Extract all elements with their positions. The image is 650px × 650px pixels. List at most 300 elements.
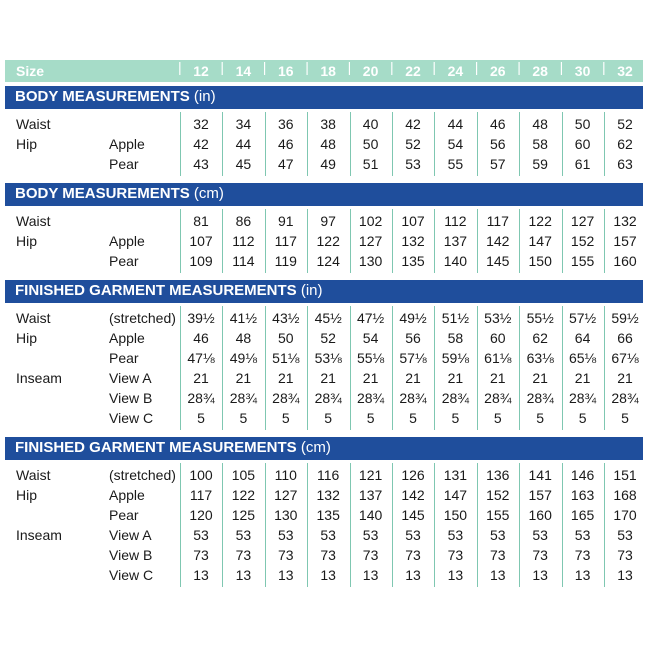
column-divider bbox=[434, 209, 435, 273]
cell-value: 57 bbox=[490, 156, 506, 172]
table-row bbox=[5, 134, 643, 154]
size-divider: | bbox=[517, 59, 521, 75]
cell-value: 97 bbox=[320, 213, 336, 229]
cell-value: 52 bbox=[405, 136, 421, 152]
cell-value: 5 bbox=[239, 410, 248, 426]
section-body bbox=[5, 460, 643, 590]
cell-value: 73 bbox=[320, 547, 336, 563]
size-divider: | bbox=[432, 59, 437, 75]
cell-value: 21 bbox=[278, 370, 294, 386]
column-divider bbox=[350, 306, 351, 430]
cell-value: 53 bbox=[447, 527, 464, 543]
cell-value: 28¾ bbox=[568, 390, 597, 406]
cell-value: 53½ bbox=[484, 310, 512, 326]
size-chart bbox=[5, 60, 643, 590]
cell-value: 53⅛ bbox=[314, 350, 342, 366]
cell-value: 126 bbox=[401, 467, 425, 483]
cell-value: 142 bbox=[401, 487, 425, 503]
cell-value: 5 bbox=[281, 410, 290, 426]
cell-value: 73 bbox=[193, 547, 209, 563]
size-value: 14 bbox=[235, 63, 252, 79]
section-title-text: BODY MEASUREMENTS bbox=[15, 185, 190, 202]
cell-value: 21 bbox=[405, 370, 421, 386]
cell-value: 112 bbox=[444, 213, 467, 229]
cell-value: 145 bbox=[401, 507, 425, 523]
cell-value: 157 bbox=[613, 233, 637, 249]
row-sublabel: Pear bbox=[109, 507, 139, 523]
section-header bbox=[5, 437, 643, 460]
row-sublabel: View B bbox=[109, 390, 153, 406]
cell-value: 64 bbox=[574, 330, 591, 346]
cell-value: 13 bbox=[532, 567, 548, 583]
size-divider: | bbox=[602, 59, 606, 75]
row-sublabel: View A bbox=[109, 527, 152, 543]
cell-value: 50 bbox=[278, 330, 294, 346]
cell-value: 73 bbox=[405, 547, 421, 563]
cell-value: 21 bbox=[362, 370, 379, 386]
table-row bbox=[5, 154, 643, 174]
table-row bbox=[5, 485, 643, 505]
size-value: 30 bbox=[574, 63, 591, 79]
row-sublabel: View C bbox=[109, 410, 154, 426]
column-divider bbox=[180, 112, 181, 176]
size-divider: | bbox=[559, 59, 564, 75]
cell-value: 137 bbox=[443, 233, 468, 249]
cell-value: 51 bbox=[362, 156, 379, 172]
cell-value: 28¾ bbox=[484, 390, 512, 406]
cell-value: 102 bbox=[358, 213, 383, 229]
table-row bbox=[5, 328, 643, 348]
section-body bbox=[5, 303, 643, 433]
column-divider bbox=[350, 112, 351, 176]
column-divider bbox=[477, 306, 478, 430]
cell-value: 127 bbox=[274, 487, 298, 503]
size-value: 24 bbox=[447, 63, 464, 79]
cell-value: 59⅛ bbox=[441, 350, 470, 366]
cell-value: 51½ bbox=[441, 310, 470, 326]
cell-value: 5 bbox=[493, 410, 502, 426]
column-divider bbox=[265, 306, 266, 430]
cell-value: 42 bbox=[405, 116, 421, 132]
cell-value: 81 bbox=[193, 213, 209, 229]
cell-value: 130 bbox=[274, 507, 298, 523]
section-title bbox=[15, 282, 323, 299]
cell-value: 170 bbox=[613, 507, 637, 523]
column-divider bbox=[265, 112, 266, 176]
column-divider bbox=[350, 209, 351, 273]
cell-value: 5 bbox=[578, 410, 587, 426]
cell-value: 28¾ bbox=[356, 390, 385, 406]
row-label: Hip bbox=[16, 233, 38, 249]
cell-value: 48 bbox=[235, 330, 252, 346]
cell-value: 110 bbox=[274, 467, 297, 483]
cell-value: 45 bbox=[235, 156, 252, 172]
cell-value: 13 bbox=[490, 567, 506, 583]
cell-value: 150 bbox=[443, 507, 468, 523]
row-label: Waist bbox=[16, 116, 51, 132]
cell-value: 56 bbox=[490, 136, 506, 152]
cell-value: 5 bbox=[409, 410, 417, 426]
cell-value: 13 bbox=[574, 567, 591, 583]
cell-value: 155 bbox=[486, 507, 510, 523]
cell-value: 34 bbox=[235, 116, 252, 132]
column-divider bbox=[180, 463, 181, 587]
size-header-row bbox=[5, 60, 643, 82]
size-value: 26 bbox=[490, 63, 506, 79]
sections-container bbox=[5, 86, 643, 590]
cell-value: 53 bbox=[532, 527, 548, 543]
cell-value: 86 bbox=[235, 213, 252, 229]
cell-value: 100 bbox=[189, 467, 213, 483]
cell-value: 5 bbox=[451, 410, 460, 426]
cell-value: 152 bbox=[570, 233, 595, 249]
cell-value: 66 bbox=[617, 330, 633, 346]
size-divider: | bbox=[220, 59, 225, 75]
column-divider bbox=[434, 306, 435, 430]
cell-value: 122 bbox=[231, 487, 256, 503]
column-divider bbox=[519, 112, 520, 176]
cell-value: 62 bbox=[617, 136, 633, 152]
cell-value: 107 bbox=[401, 213, 425, 229]
cell-value: 59½ bbox=[611, 310, 639, 326]
size-label: Size bbox=[16, 63, 45, 79]
cell-value: 132 bbox=[613, 213, 637, 229]
column-divider bbox=[562, 112, 563, 176]
size-value: 22 bbox=[405, 63, 421, 79]
cell-value: 132 bbox=[401, 233, 425, 249]
cell-value: 5 bbox=[324, 410, 333, 426]
cell-value: 160 bbox=[613, 253, 637, 269]
cell-value: 122 bbox=[528, 213, 552, 229]
table-row bbox=[5, 565, 643, 585]
table-row bbox=[5, 545, 643, 565]
section-title bbox=[15, 439, 331, 456]
cell-value: 53 bbox=[278, 527, 294, 543]
cell-value: 13 bbox=[278, 567, 294, 583]
cell-value: 152 bbox=[486, 487, 510, 503]
table-row bbox=[5, 525, 643, 545]
cell-value: 53 bbox=[405, 527, 421, 543]
cell-value: 116 bbox=[317, 467, 340, 483]
cell-value: 114 bbox=[232, 253, 255, 269]
cell-value: 28¾ bbox=[399, 390, 427, 406]
cell-value: 53 bbox=[405, 156, 421, 172]
section-header bbox=[5, 183, 643, 206]
column-divider bbox=[604, 306, 605, 430]
cell-value: 132 bbox=[316, 487, 340, 503]
column-divider bbox=[562, 209, 563, 273]
cell-value: 53 bbox=[193, 527, 209, 543]
section-body bbox=[5, 109, 643, 179]
size-value: 32 bbox=[617, 63, 633, 79]
row-label: Waist bbox=[16, 467, 51, 483]
cell-value: 5 bbox=[621, 410, 629, 426]
cell-value: 13 bbox=[405, 567, 421, 583]
cell-value: 122 bbox=[316, 233, 340, 249]
column-divider bbox=[562, 306, 563, 430]
column-divider bbox=[265, 463, 266, 587]
cell-value: 49 bbox=[320, 156, 336, 172]
cell-value: 28¾ bbox=[611, 390, 639, 406]
table-row bbox=[5, 465, 643, 485]
column-divider bbox=[392, 306, 393, 430]
cell-value: 42 bbox=[193, 136, 209, 152]
cell-value: 73 bbox=[362, 547, 379, 563]
row-label: Hip bbox=[16, 136, 38, 152]
cell-value: 40 bbox=[362, 116, 379, 132]
section-title-text: BODY MEASUREMENTS bbox=[15, 88, 190, 105]
column-divider bbox=[519, 463, 520, 587]
table-row bbox=[5, 231, 643, 251]
cell-value: 32 bbox=[193, 116, 209, 132]
cell-value: 65⅛ bbox=[568, 350, 597, 366]
cell-value: 44 bbox=[447, 116, 464, 132]
cell-value: 46 bbox=[278, 136, 294, 152]
row-label: Hip bbox=[16, 330, 38, 346]
cell-value: 127 bbox=[570, 213, 595, 229]
cell-value: 157 bbox=[528, 487, 552, 503]
cell-value: 121 bbox=[358, 467, 383, 483]
cell-value: 147 bbox=[443, 487, 468, 503]
cell-value: 60 bbox=[574, 136, 591, 152]
column-divider bbox=[180, 306, 181, 430]
cell-value: 160 bbox=[528, 507, 552, 523]
cell-value: 5 bbox=[366, 410, 375, 426]
cell-value: 165 bbox=[570, 507, 595, 523]
size-divider: | bbox=[305, 59, 309, 75]
cell-value: 43½ bbox=[272, 310, 300, 326]
cell-value: 13 bbox=[235, 567, 252, 583]
column-divider bbox=[477, 209, 478, 273]
cell-value: 145 bbox=[486, 253, 510, 269]
row-label: Waist bbox=[16, 310, 51, 326]
cell-value: 131 bbox=[443, 467, 468, 483]
table-row bbox=[5, 505, 643, 525]
cell-value: 45½ bbox=[314, 310, 342, 326]
cell-value: 140 bbox=[443, 253, 468, 269]
cell-value: 147 bbox=[528, 233, 552, 249]
table-row bbox=[5, 408, 643, 428]
cell-value: 146 bbox=[570, 467, 595, 483]
size-value: 18 bbox=[320, 63, 336, 79]
row-sublabel: Pear bbox=[109, 350, 139, 366]
cell-value: 28¾ bbox=[441, 390, 470, 406]
cell-value: 49⅛ bbox=[229, 350, 258, 366]
cell-value: 151 bbox=[613, 467, 637, 483]
cell-value: 135 bbox=[316, 507, 340, 523]
column-divider bbox=[519, 306, 520, 430]
row-sublabel: Pear bbox=[109, 253, 139, 269]
cell-value: 50 bbox=[362, 136, 379, 152]
cell-value: 117 bbox=[274, 233, 297, 249]
cell-value: 155 bbox=[570, 253, 595, 269]
cell-value: 28¾ bbox=[314, 390, 342, 406]
cell-value: 48 bbox=[532, 116, 548, 132]
cell-value: 53 bbox=[320, 527, 336, 543]
row-label: Inseam bbox=[16, 527, 62, 543]
cell-value: 5 bbox=[197, 410, 205, 426]
column-divider bbox=[307, 209, 308, 273]
column-divider bbox=[434, 463, 435, 587]
section-title-text: FINISHED GARMENT MEASUREMENTS bbox=[15, 439, 297, 456]
section-body bbox=[5, 206, 643, 276]
row-label: Inseam bbox=[16, 370, 62, 386]
cell-value: 53 bbox=[362, 527, 379, 543]
column-divider bbox=[222, 112, 223, 176]
column-divider bbox=[562, 463, 563, 587]
row-label: Hip bbox=[16, 487, 38, 503]
table-row bbox=[5, 308, 643, 328]
section-header bbox=[5, 280, 643, 303]
cell-value: 21 bbox=[532, 370, 548, 386]
cell-value: 44 bbox=[235, 136, 252, 152]
size-divider: | bbox=[178, 59, 182, 75]
cell-value: 46 bbox=[193, 330, 209, 346]
cell-value: 21 bbox=[574, 370, 591, 386]
row-label: Waist bbox=[16, 213, 51, 229]
cell-value: 73 bbox=[235, 547, 252, 563]
cell-value: 67⅛ bbox=[611, 350, 639, 366]
cell-value: 21 bbox=[447, 370, 464, 386]
section-unit: (in) bbox=[300, 282, 323, 299]
column-divider bbox=[392, 112, 393, 176]
section-header bbox=[5, 86, 643, 109]
cell-value: 141 bbox=[528, 467, 552, 483]
column-divider bbox=[604, 112, 605, 176]
cell-value: 53 bbox=[617, 527, 633, 543]
cell-value: 63 bbox=[617, 156, 633, 172]
cell-value: 13 bbox=[362, 567, 379, 583]
cell-value: 21 bbox=[490, 370, 506, 386]
section-unit: (cm) bbox=[300, 439, 331, 456]
cell-value: 55⅛ bbox=[356, 350, 385, 366]
cell-value: 63⅛ bbox=[526, 350, 554, 366]
column-divider bbox=[519, 209, 520, 273]
table-row bbox=[5, 114, 643, 134]
cell-value: 73 bbox=[532, 547, 548, 563]
cell-value: 28¾ bbox=[229, 390, 258, 406]
cell-value: 73 bbox=[278, 547, 294, 563]
table-row bbox=[5, 251, 643, 271]
column-divider bbox=[350, 463, 351, 587]
size-divider: | bbox=[347, 59, 352, 75]
column-divider bbox=[307, 463, 308, 587]
cell-value: 5 bbox=[536, 410, 545, 426]
column-divider bbox=[222, 463, 223, 587]
column-divider bbox=[180, 209, 181, 273]
section-title-text: FINISHED GARMENT MEASUREMENTS bbox=[15, 282, 297, 299]
row-sublabel: (stretched) bbox=[109, 310, 176, 326]
cell-value: 47⅛ bbox=[187, 350, 215, 366]
cell-value: 57½ bbox=[568, 310, 597, 326]
cell-value: 48 bbox=[320, 136, 336, 152]
cell-value: 120 bbox=[189, 507, 213, 523]
cell-value: 112 bbox=[232, 233, 255, 249]
cell-value: 62 bbox=[532, 330, 548, 346]
cell-value: 142 bbox=[486, 233, 510, 249]
cell-value: 28¾ bbox=[526, 390, 554, 406]
cell-value: 107 bbox=[189, 233, 213, 249]
row-sublabel: Pear bbox=[109, 156, 139, 172]
row-sublabel: Apple bbox=[109, 330, 145, 346]
cell-value: 55 bbox=[447, 156, 464, 172]
table-row bbox=[5, 388, 643, 408]
size-value: 12 bbox=[193, 63, 209, 79]
cell-value: 136 bbox=[486, 467, 510, 483]
column-divider bbox=[477, 112, 478, 176]
cell-value: 56 bbox=[405, 330, 421, 346]
column-divider bbox=[434, 112, 435, 176]
cell-value: 59 bbox=[532, 156, 548, 172]
table-row bbox=[5, 368, 643, 388]
cell-value: 53 bbox=[235, 527, 252, 543]
size-divider: | bbox=[390, 59, 394, 75]
cell-value: 124 bbox=[316, 253, 340, 269]
cell-value: 58 bbox=[447, 330, 464, 346]
cell-value: 28¾ bbox=[187, 390, 215, 406]
row-sublabel: Apple bbox=[109, 487, 145, 503]
column-divider bbox=[604, 463, 605, 587]
cell-value: 54 bbox=[362, 330, 379, 346]
row-sublabel: Apple bbox=[109, 233, 145, 249]
cell-value: 47½ bbox=[356, 310, 385, 326]
column-divider bbox=[477, 463, 478, 587]
size-value: 28 bbox=[532, 63, 548, 79]
cell-value: 36 bbox=[278, 116, 294, 132]
column-divider bbox=[392, 209, 393, 273]
column-divider bbox=[307, 306, 308, 430]
cell-value: 163 bbox=[570, 487, 595, 503]
cell-value: 13 bbox=[320, 567, 336, 583]
cell-value: 13 bbox=[193, 567, 209, 583]
cell-value: 73 bbox=[490, 547, 506, 563]
cell-value: 119 bbox=[274, 253, 297, 269]
cell-value: 73 bbox=[617, 547, 633, 563]
cell-value: 60 bbox=[490, 330, 506, 346]
cell-value: 52 bbox=[320, 330, 336, 346]
cell-value: 28¾ bbox=[272, 390, 300, 406]
cell-value: 13 bbox=[617, 567, 633, 583]
cell-value: 52 bbox=[617, 116, 633, 132]
section-unit: (in) bbox=[193, 88, 216, 105]
cell-value: 54 bbox=[447, 136, 464, 152]
cell-value: 39½ bbox=[187, 310, 215, 326]
cell-value: 130 bbox=[358, 253, 383, 269]
section-title bbox=[15, 88, 216, 105]
cell-value: 21 bbox=[193, 370, 209, 386]
cell-value: 105 bbox=[231, 467, 256, 483]
cell-value: 117 bbox=[189, 487, 213, 503]
cell-value: 117 bbox=[486, 213, 509, 229]
cell-value: 41½ bbox=[229, 310, 258, 326]
column-divider bbox=[307, 112, 308, 176]
cell-value: 135 bbox=[401, 253, 425, 269]
row-sublabel: View B bbox=[109, 547, 153, 563]
size-value: 20 bbox=[362, 63, 379, 79]
cell-value: 109 bbox=[189, 253, 213, 269]
cell-value: 57⅛ bbox=[399, 350, 427, 366]
cell-value: 127 bbox=[358, 233, 383, 249]
size-divider: | bbox=[262, 59, 267, 75]
cell-value: 150 bbox=[528, 253, 552, 269]
size-divider: | bbox=[474, 59, 479, 75]
cell-value: 50 bbox=[574, 116, 591, 132]
cell-value: 61⅛ bbox=[484, 350, 512, 366]
cell-value: 125 bbox=[231, 507, 256, 523]
section-unit: (cm) bbox=[193, 185, 224, 202]
cell-value: 58 bbox=[532, 136, 548, 152]
cell-value: 53 bbox=[490, 527, 506, 543]
